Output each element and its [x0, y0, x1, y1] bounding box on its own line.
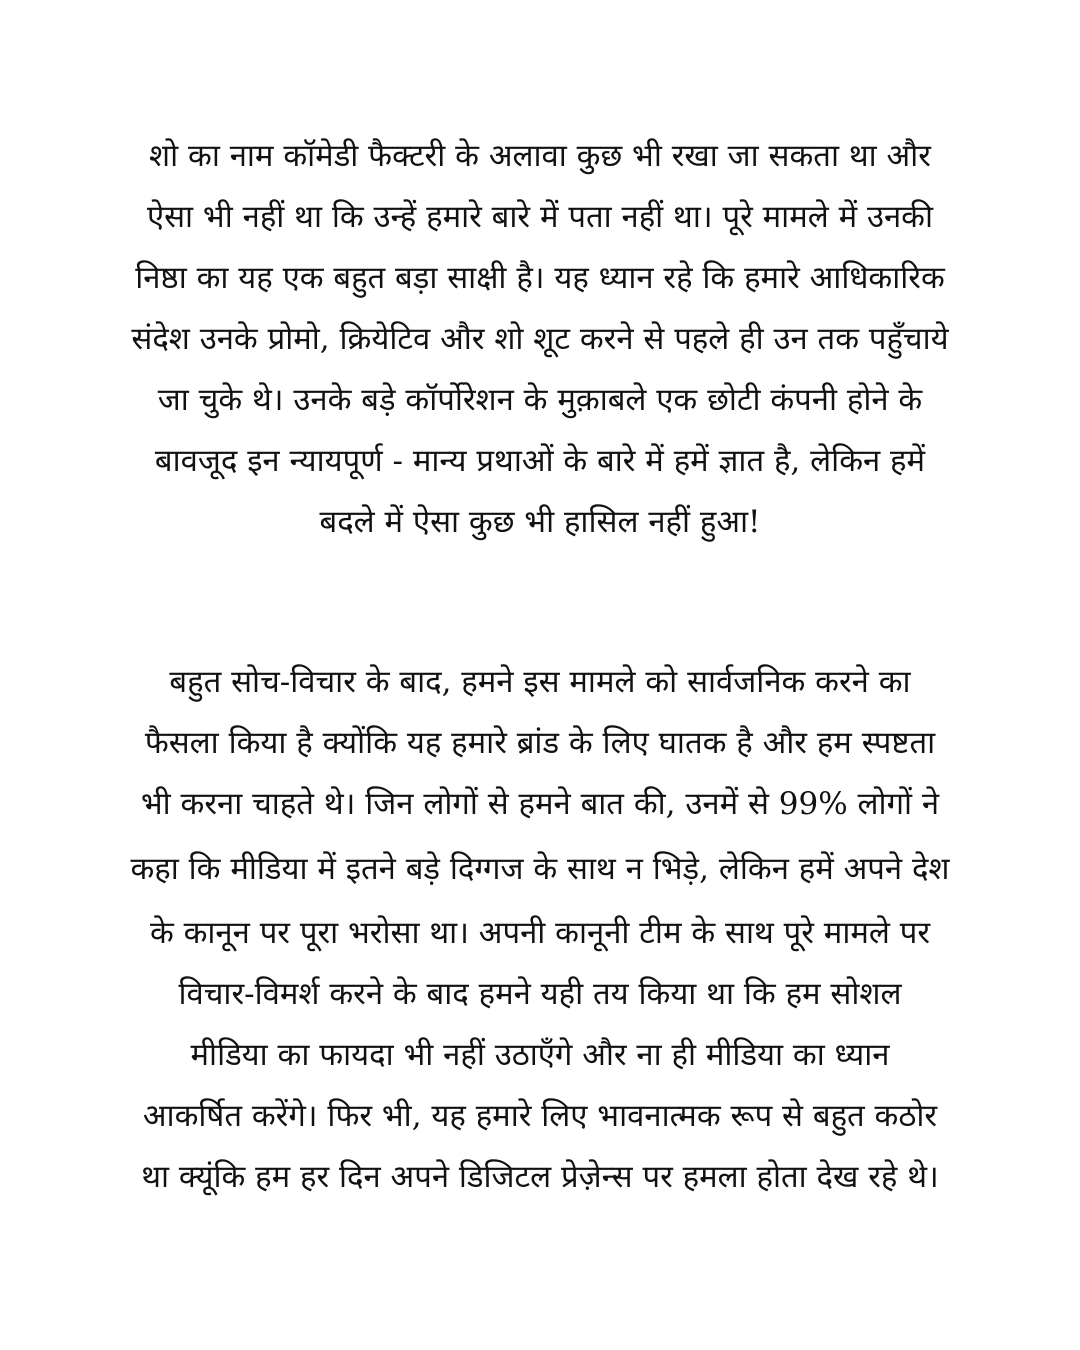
- paragraph-line: बदले में ऐसा कुछ भी हासिल नहीं हुआ!: [319, 504, 761, 540]
- paragraph-line: ऐसा भी नहीं था कि उन्हें हमारे बारे में पता नहीं था। पूरे मामले में उनकी: [146, 199, 934, 235]
- paragraph-line: था क्यूंकि हम हर दिन अपने डिजिटल प्रेज़ेन्स पर हमला होता देख रहे थे।: [141, 1159, 939, 1195]
- paragraph-line: बावजूद इन न्यायपूर्ण - मान्य प्रथाओं के बारे में हमें ज्ञात है, लेकिन हमें: [154, 443, 926, 479]
- paragraph-line: बहुत सोच-विचार के बाद, हमने इस मामले को सार्वजनिक करने का: [169, 664, 911, 700]
- paragraph-line: फैसला किया है क्योंकि यह हमारे ब्रांड के लिए घातक है और हम स्पष्टता: [144, 725, 936, 761]
- paragraph-line: निष्ठा का यह एक बहुत बड़ा साक्षी है। यह ध्यान रहे कि हमारे आधिकारिक: [135, 260, 945, 296]
- paragraph-line: मीडिया का फायदा भी नहीं उठाएँगे और ना ही मीडिया का ध्यान: [190, 1037, 890, 1073]
- paragraph-line: जा चुके थे। उनके बड़े कॉर्पोरेशन के मुक़ाबले एक छोटी कंपनी होने के: [157, 382, 923, 418]
- paragraph-line: भी करना चाहते थे। जिन लोगों से हमने बात की, उनमें से 99% लोगों ने: [140, 786, 940, 822]
- paragraph-line: कहा कि मीडिया में इतने बड़े दिग्गज के साथ न भिड़े, लेकिन हमें अपने देश: [130, 851, 950, 887]
- paragraph-line: के कानून पर पूरा भरोसा था। अपनी कानूनी टीम के साथ पूरे मामले पर: [149, 915, 931, 951]
- paragraph-line: शो का नाम कॉमेडी फैक्टरी के अलावा कुछ भी रखा जा सकता था और: [149, 138, 931, 174]
- paragraph-1: [40, 126, 1040, 553]
- paragraph-line: आकर्षित करेंगे। फिर भी, यह हमारे लिए भावनात्मक रूप से बहुत कठोर: [142, 1098, 938, 1134]
- paragraph-2: [40, 652, 1040, 1208]
- paragraph-line: संदेश उनके प्रोमो, क्रियेटिव और शो शूट करने से पहले ही उन तक पहुँचाये: [131, 321, 949, 357]
- paragraph-line: विचार-विमर्श करने के बाद हमने यही तय किया था कि हम सोशल: [178, 976, 902, 1012]
